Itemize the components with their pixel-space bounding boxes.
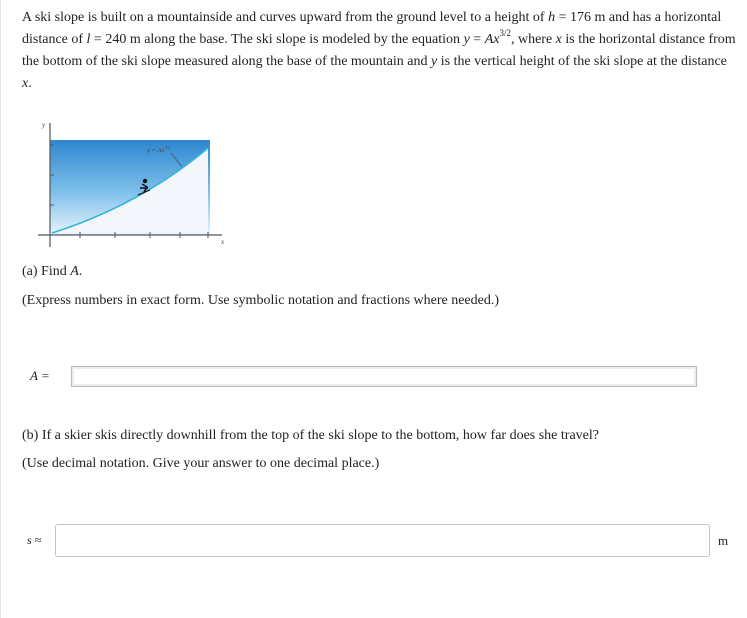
y-axis-label: y — [42, 121, 46, 129]
part-a-label: (a) Find A. — [22, 264, 83, 279]
curve-label: $y = Ax^{3/2}$ — [147, 145, 171, 154]
x-axis-label: x — [221, 238, 225, 246]
answer-a-input[interactable] — [71, 366, 697, 387]
problem-statement: A ski slope is built on a mountainside and curves upward from the ground level to a height of h = 176 m and has a horizontal distance of l = 240 m along the base. The ski slope is modeled by the equation $y = Ax^{3/2}$, where x is the horizontal distance from the bottom of the ski slope measured along the base of the mountain and y is the vertical height of the ski slope at the distance x. — [22, 10, 736, 91]
answer-b-label: s ≈ — [27, 533, 42, 547]
part-a-instructions: (Express numbers in exact form. Use symbolic notation and fractions where needed.) — [22, 293, 500, 308]
answer-a-label: A = — [30, 368, 50, 383]
answer-b-input[interactable] — [55, 524, 710, 557]
answer-b-unit: m — [718, 533, 729, 548]
part-b-instructions: (Use decimal notation. Give your answer to one decimal place.) — [22, 456, 380, 471]
ski-slope-figure — [30, 115, 240, 255]
part-b-label: (b) If a skier skis directly downhill from the top of the ski slope to the bottom, how far does she travel? — [22, 428, 599, 443]
left-border — [0, 0, 1, 618]
